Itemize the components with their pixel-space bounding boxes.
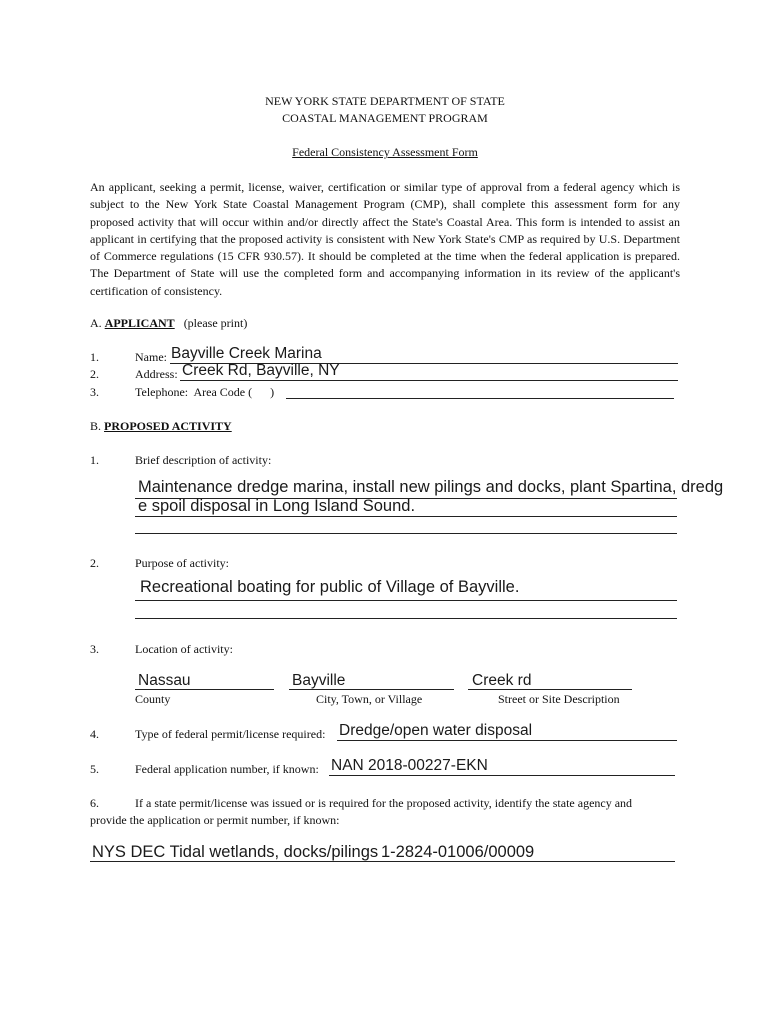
name-field[interactable]: Bayville Creek Marina [171, 345, 322, 362]
telephone-label: Telephone: Area Code ( ) [135, 385, 275, 399]
address-label: Address: [135, 367, 178, 381]
address-field[interactable]: Creek Rd, Bayville, NY [182, 362, 340, 379]
description-line-2[interactable]: e spoil disposal in Long Island Sound. [138, 497, 416, 515]
description-underline-2 [135, 516, 677, 517]
street-caption: Street or Site Description [498, 692, 620, 706]
telephone-underline [286, 398, 674, 399]
state-permit-text-2: provide the application or permit number, if known: [90, 813, 340, 827]
item-num: 4. [90, 727, 99, 741]
purpose-line-1[interactable]: Recreational boating for public of Village of Bayville. [140, 578, 520, 596]
section-a-prefix: A. [90, 316, 102, 330]
permit-type-underline [337, 740, 677, 741]
form-title: Federal Consistency Assessment Form [292, 145, 478, 159]
federal-app-underline [329, 775, 675, 776]
item-num: 3. [90, 642, 99, 656]
section-b-title: PROPOSED ACTIVITY [104, 419, 232, 433]
purpose-underline-1 [135, 600, 677, 601]
street-underline [468, 689, 632, 690]
name-label: Name: [135, 350, 167, 364]
street-field[interactable]: Creek rd [472, 672, 532, 689]
location-label: Location of activity: [135, 642, 233, 656]
purpose-underline-2 [135, 618, 677, 619]
county-caption: County [135, 692, 171, 706]
item-num: 2. [90, 367, 99, 381]
description-underline-3 [135, 533, 677, 534]
item-num: 1. [90, 453, 99, 467]
state-permit-underline [90, 861, 675, 862]
description-label: Brief description of activity: [135, 453, 272, 467]
section-b-prefix: B. [90, 419, 102, 433]
item-num: 6. [90, 796, 99, 810]
federal-app-field[interactable]: NAN 2018-00227-EKN [331, 757, 488, 774]
item-num: 5. [90, 762, 99, 776]
state-permit-number-field[interactable]: 1-2824-01006/00009 [381, 843, 535, 861]
state-permit-text-1: If a state permit/license was issued or is required for the proposed activity, identify the state agency and [135, 796, 633, 810]
section-a-note: (please print) [183, 316, 248, 330]
program-name: COASTAL MANAGEMENT PROGRAM [282, 111, 488, 125]
section-a-heading [90, 316, 247, 331]
intro-paragraph: An applicant, seeking a permit, license, waiver, certification or similar type of approval from a federal agency which is subject to the New York State Coastal Management Program (CMP), shall complete this assessment form for any proposed activity that will occur within and/or directly affect the State's Coastal Area. This form is intended to assist an applicant in certifying that the proposed activity is consistent with New York State's CMP as required by U.S. Department of Commerce regulations (15 CFR 930.57). It should be completed at the time when the federal application is prepared. The Department of State will use the completed form and accompanying information in its review of the applicant's certification of consistency. [90, 180, 680, 298]
section-a-title: APPLICANT [104, 316, 175, 330]
item-num: 3. [90, 385, 99, 399]
agency-name: NEW YORK STATE DEPARTMENT OF STATE [265, 94, 505, 108]
city-underline [289, 689, 454, 690]
address-underline [180, 380, 678, 381]
item-num: 2. [90, 556, 99, 570]
county-underline [135, 689, 274, 690]
description-line-1[interactable]: Maintenance dredge marina, install new pilings and docks, plant Spartina, dredg [138, 478, 724, 496]
city-field[interactable]: Bayville [292, 672, 346, 689]
purpose-label: Purpose of activity: [135, 556, 229, 570]
state-agency-field[interactable]: NYS DEC Tidal wetlands, docks/pilings [92, 843, 379, 861]
permit-type-label: Type of federal permit/license required: [135, 727, 326, 741]
permit-type-field[interactable]: Dredge/open water disposal [339, 722, 533, 739]
federal-app-label: Federal application number, if known: [135, 762, 319, 776]
item-num: 1. [90, 350, 99, 364]
section-b-heading [90, 419, 232, 434]
city-caption: City, Town, or Village [316, 692, 423, 706]
county-field[interactable]: Nassau [138, 672, 191, 689]
